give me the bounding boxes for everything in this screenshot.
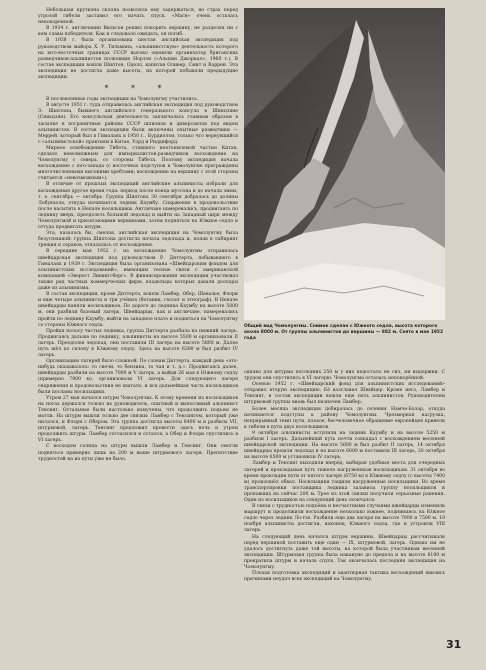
paragraph: Небольшая крутизна склона позволяла ему задержаться, но страх перед угрозой гибели заставил его начать спуск. «Магн» очень осталась непокоренной. bbox=[38, 8, 238, 26]
photo-caption: Общий вид Чомолунгмы. Снимок сделан с Южного седла, высота которого около 8000 м. От группы альпинистов до вершины — 882 м. Снято в мае 1952 года bbox=[244, 324, 444, 341]
paragraph: Осенью 1952 г. «Швейцарский фонд для альпинистских исследований» отправил вторую экспедицию. Её возглавил Швайцер. Кроме него, Ламбер и Тенсинг, в состав экспедиции вошли еще пять альпинистов. Руководителем штурмовой группы вновь был назначен Ламбер. bbox=[244, 382, 445, 406]
mountain-photo bbox=[244, 8, 445, 320]
paragraph: 9 октября альпинисты вступили на ледник Кхумбу и на высоте 5250 м разбили I лагерь. Дальнейший путь почти совпадал с восхождением весенней швейцарской экспедиции. На высоте 5600 м был разбит II лагерь, 14 октября швейцарцы прошли ледопад и на высоте 6000 м поставили III лагерь, 20 октября на высоте 6500 м установили IV лагерь. bbox=[244, 430, 445, 461]
left-text-column bbox=[38, 8, 238, 463]
paragraph: Ламбер и Тенсинг выходили вперёд, выбирая удобные места для очередных лагерей и прокладывая путь тяжело нагруженным носильщикам. 31 октября во время прокладки пути от пятого лагеря (6750 м) к Южному седлу (с высоты 7400 м) произошёл обвал. Носильщики тащили нагруженные носильщики. Во время транспортировки поставщика ледника залавила группу носильщиков и пропавших на сейчас 200 м. Трое из этой связки получили серьезные ранения. Один из носильщиков на следующий день скончался. bbox=[244, 461, 445, 503]
paragraph: Эта, казалось бы, смелая, английская экспедиция на Чомолунгму была безуспешной: группа Шиптона достигла начала ледопада и, попав в лабиринт трещин и сераков, отказалась от восхождения. bbox=[38, 231, 238, 249]
paragraph: Утром 27 мая начался штурм Чомолунгмы. К этому времени из носильщиков на ногах держался только их руководитель, опытный и выносливый альпинист Тенсинг. Остальные были настолько измучены, что продолжить подъем не могли. На штурм вышли только две связки: Ламбер с Тенсингом, который уже пытался, и Флори с Обером. Эта группа достигла высоты 8400 м и разбила VII, штурмовой, лагерь. Тенсинг предложил провести здесь ночь и утром продолжить штурм. Ламбер согласился и остался, а Обер и Флори спустились в VI лагерь. bbox=[38, 395, 238, 444]
paragraph: однако для штурма последних 250 м у них недостало не сил, ни выдержки. С трудом они спустились к VI лагерю. Чомолунгма осталась непокорённой. bbox=[244, 370, 445, 382]
right-text-column bbox=[244, 370, 445, 583]
paragraph: В 1938 г. была организована шестая английская экспедиция под руководством майора Х. У. Тильмана, «альпинистскую» деятельность которого на юго-восточных границах СССР высоко оценили организатор британских разведчиков-альпинистов полковник Нортон («Альпин Джорнал», 1960 г.). В состав экспедиции вошли Шиптон, Оделл, капитан Оливер, Смит и Варрен. Эта экспедиция не достигла даже высоты, на которой побывали предыдущие экспедиции. bbox=[38, 38, 238, 81]
paragraph: Мирное освобождение Тибета, ставшего неотъемлемой частью Китая, сделало невозможным для империалистов-разведчиков восхождение на Чомолунгму с севера, со стороны Тибета. Поэтому экспедиция начала восхождение с юго-запада (с восточных подступов к Чомолунгме преграждены многочисленными высокими хребтами; восхождение на вершину с этой стороны считается «невозможным»). bbox=[38, 145, 238, 182]
paragraph: В состав экспедиции, кроме Диттерта, вошли Ламбер, Обер, Шевалье, Флори и еще четыре альпиниста и три учёных (ботаник, геолог и этнограф). В Непале швейцарцы наняли носильщиков. По дороге до ледника Кхумбу на высоте 5000 м, они разбили базовый лагерь. Швейцарцы, как и англичане, намеревались пройти по леднику Кхумбу, выйти на западное плато и подняться на Чомолунгму со стороны Южного седла. bbox=[38, 292, 239, 328]
paragraph: В послевоенные годы экспедиции на Чомолунгму участились. bbox=[46, 97, 199, 103]
paragraph: Плохая подготовка экспедиций и авантюрная тактика восхождений явились причинами неудач всех экспедиций на Чомолунгму. bbox=[244, 571, 445, 583]
paragraph: Организацию лагерей было сложной. По словам Диттерта, каждый день «это-нибудь оказывалось: то свечи, то бензина, то чая и т. д.». Продвигаясь далее, швейцарцы разбили на высоте 7000 м V лагерь, а выйдя 26 мая к Южному седлу (примерно 7900 м), организовали VI лагерь. Для следующего лагеря снаряжения и продовольствия не хватало, и вся дальнейшая часть носильщиков были посланы носильщики. bbox=[38, 359, 238, 395]
paragraph: В 1934 г. англичанин Вильсон решил покорить вершину, не разделяя ни с кем славы победителя. Как и следовало ожидать, он погиб. bbox=[38, 26, 238, 38]
section-separator-stars: * * * bbox=[104, 84, 172, 94]
paragraph: В связи с трудностью подъёма и несчастными случаями швейцарцы изменили маршрут и продолжили восхождение несколько южнее, поднимаясь на Южное седло через ледник Ло-тзе. Разбили еще два лагеря на высоте 7000 и 7500 м. 19 ноября альпинисты достигли, наконец, Южного седла, где и устроили VIII лагерь. bbox=[244, 504, 445, 534]
paragraph: На следующий день начался штурм вершины. Швейцарцы рассчитывали перед вершиной поставить еще один — IX, штурмовой, лагерь. Однако им не удалось достигнуть даже той высоты, на которой была участникам весенней экспедиции. Штурмовая группа была накануне до предела и на высоте 8100 м прекратила штурм и начала спуск. Так окончилась последняя экспедиция на Чомолунгму. bbox=[244, 534, 445, 570]
paragraph: Более месяца экспедиция добиралась до селения Намче-Базар, откуда начинаются подступы к району Чомолунгмы. Чрезмерная нагрузка, непрерывный темп пути, плохое, бесчеловечное обращение европейцев привели к гибели в пути двух носильщиков. bbox=[244, 406, 445, 430]
paragraph: С восходом солнца на штурм вышли Ламбер и Тенсинг. Они смогли подняться примерно лишь на 200 м выше штурмового лагеря. Препятствие трудностей на их пути уже не было, bbox=[38, 444, 238, 462]
paragraph: В отличие от прошлых экспедиций английские альпинисты избрали для восхождения другое время года: период после конца муссона и до начала зимы, т. е. сентябрь — октябрь. Группа Шиптона 30 сентября добралась до долины Лобукхола, откуда начинается ледник Кхумбу. Спаржение в продовольствие после насытить в Непале носильщики. Англичане намеревались, продвигаясь по леднику вверх, преодолеть большой ледопад и выйти на Западный цирк между Чомолунгмой и прилегающими вершинами, затем подняться на Южное седло и оттуда продвигать штурм. bbox=[38, 182, 238, 231]
paragraph: В августе 1951 г. туда отправилась английская экспедиция под руководством Э. Шиптона, бывшего английского генерального консула в Шинцзяне (Синьцзян). Его консульская деятельность заключалась главным образом в засылке в пограничные районы СССР шпионов и диверсантов под видом альпинистов. В состав экспедиции были включены опытные разведчики — Меррей, который был в Гималаях в 1950 г., Бурдиллон, только что вернувшийся с «альпинистской» практики в Китае, Уорд и Риддифорд. bbox=[38, 103, 238, 145]
paragraph: В середине мая 1952 г. на восхождение Чомолунгмы отправилась швейцарская экспедиция под руководством Р. Диттерта, побывавшего в Гималаях в 1939 г. Экспедиция была организована «Швейцарским фондом для альпинистских исследований», имеющим тесные связи с американской компанией «Эверест Ливингсберг». В финансировании экспедиции участвовал также ряд частных коммерческих фирм, владельцы которых давали доллары даже из альпинизма. bbox=[38, 249, 238, 292]
paragraph: Пройдя полосу частых ледника, группа Диттерта разбила на нижний лагерь. Продвигаясь дальше по леднику, альпинисты на высоте 5500 м организовали II лагерь. Преодолев ледопад, они поставили III лагерь на высоте 5800 м. Далее путь шёл по склону к Южному седлу. Здесь на высоте 6300 м был разбит IV лагерь. bbox=[38, 328, 238, 359]
page-number: 31 bbox=[446, 638, 462, 651]
